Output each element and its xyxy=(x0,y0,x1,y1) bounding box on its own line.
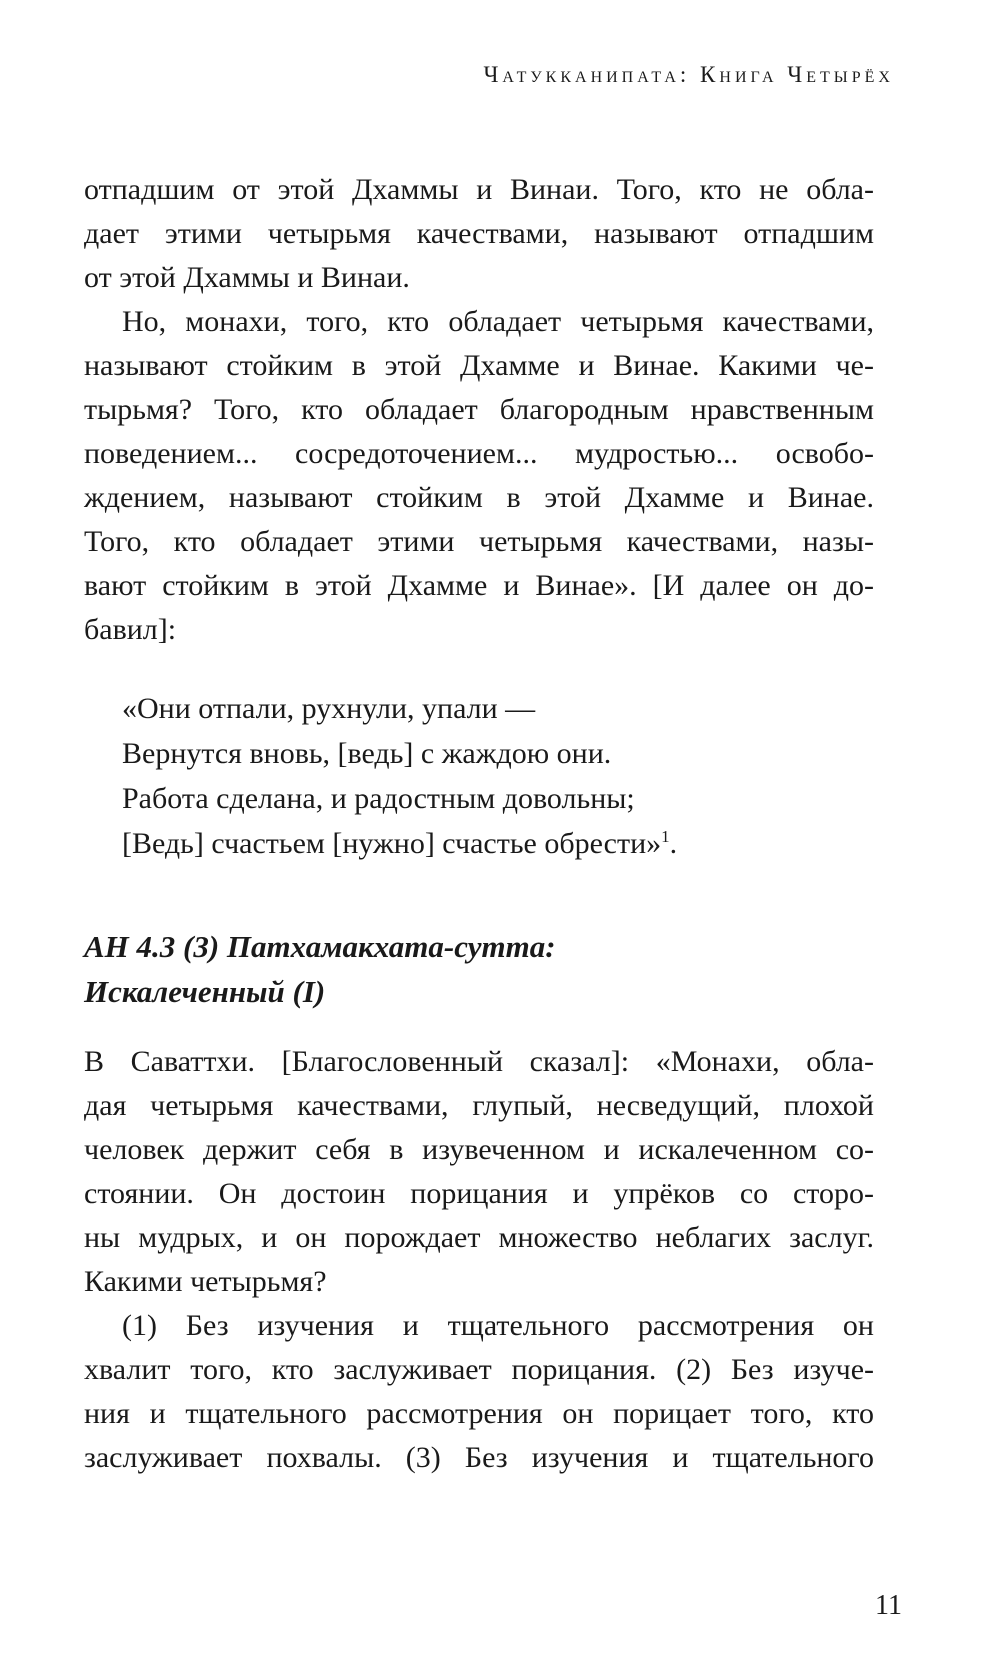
text-line: ждением, называют стойким в этой Дхамме и Винае. xyxy=(84,481,874,514)
text-line: стоянии. Он достоин порицания и упрёков со сторо- xyxy=(84,1177,874,1210)
verse-block xyxy=(122,686,677,866)
running-header: Чатукканипата: Книга Четырёх xyxy=(483,62,894,87)
text-line: дает этими четырьмя качествами, называют отпадшим xyxy=(84,217,874,250)
verse-end-punct: . xyxy=(669,827,678,860)
text-line: (1) Без изучения и тщательного рассмотрения он xyxy=(122,1309,874,1342)
text-line: поведением... сосредоточением... мудростью... освобо- xyxy=(84,437,874,470)
text-line: называют стойким в этой Дхамме и Винае. Какими че- xyxy=(84,349,874,382)
text-line: ны мудрых, и он порождает множество неблагих заслуг. xyxy=(84,1221,874,1254)
paragraph-enumeration xyxy=(84,1304,874,1480)
page-number: 11 xyxy=(875,1590,902,1621)
verse-line: Вернутся вновь, [ведь] с жаждою они. xyxy=(122,737,612,770)
text-line: от этой Дхаммы и Винаи. xyxy=(84,261,410,294)
text-line: Того, кто обладает этими четырьмя качествами, назы- xyxy=(84,525,874,558)
text-line: вают стойким в этой Дхамме и Винае». [И далее он до- xyxy=(84,569,874,602)
text-line: дая четырьмя качествами, глупый, несведущий, плохой xyxy=(84,1089,874,1122)
paragraph-savatthi xyxy=(84,1040,874,1304)
verse-line-last xyxy=(122,821,677,866)
paragraph-continuation xyxy=(84,168,874,300)
section-heading xyxy=(84,924,556,1014)
verse-line-text: [Ведь] счастьем [нужно] счастье обрести» xyxy=(122,827,662,860)
verse-line: Работа сделана, и радостным довольны; xyxy=(122,782,635,815)
text-line: отпадшим от этой Дхаммы и Винаи. Того, кто не обла- xyxy=(84,173,874,206)
section-heading-line: АН 4.3 (3) Патхамакхата-сутта: xyxy=(84,929,556,964)
verse-line: «Они отпали, рухнули, упали — xyxy=(122,692,536,725)
paragraph-steadfast xyxy=(84,300,874,652)
text-line: ния и тщательного рассмотрения он порицает того, кто xyxy=(84,1397,874,1430)
text-line: тырьмя? Того, кто обладает благородным нравственным xyxy=(84,393,874,426)
text-line: хвалит того, кто заслуживает порицания. (2) Без изуче- xyxy=(84,1353,874,1386)
text-line: человек держит себя в изувеченном и искалеченном со- xyxy=(84,1133,874,1166)
text-line: заслуживает похвалы. (3) Без изучения и тщательного xyxy=(84,1441,874,1474)
footnote-reference[interactable]: 1 xyxy=(661,827,670,846)
text-line: В Саваттхи. [Благословенный сказал]: «Монахи, обла- xyxy=(84,1045,874,1078)
text-line: Какими четырьмя? xyxy=(84,1265,327,1298)
text-line: бавил]: xyxy=(84,613,177,646)
text-line: Но, монахи, того, кто обладает четырьмя качествами, xyxy=(122,305,874,338)
section-heading-line: Искалеченный (I) xyxy=(84,974,326,1009)
